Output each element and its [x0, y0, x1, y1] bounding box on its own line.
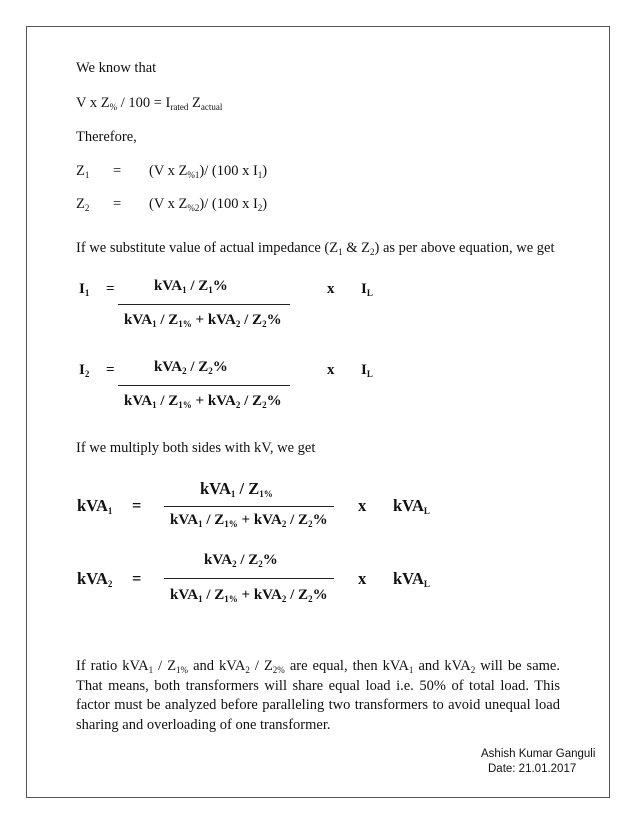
i2-fraction-bar: [118, 385, 290, 386]
z2-expression: (V x $Z_{\%2})/$ (100 x $I_2$): [149, 196, 268, 213]
therefore-text: Therefore,: [76, 129, 137, 145]
multiply-text: If we multiply both sides with kV, we get: [76, 440, 316, 456]
i1-equals: =: [106, 281, 115, 297]
i1-numerator: $kVA_1 / Z_1\%$: [154, 278, 228, 295]
i1-denominator: $kVA_1 / Z_{1\%} + kVA_2 / Z_2\%$: [124, 312, 282, 329]
kva2-equals: =: [132, 569, 142, 588]
i1-load-current: $I_L$: [361, 281, 373, 298]
i1-fraction-bar: [118, 304, 290, 305]
i1-lhs: $I_1$: [79, 281, 90, 298]
kva1-multiply-sign: x: [358, 496, 367, 515]
kva2-fraction-bar: [164, 578, 334, 579]
kva1-fraction-bar: [164, 506, 334, 507]
kva1-equals: =: [132, 496, 142, 515]
kva2-multiply-sign: x: [358, 569, 367, 588]
equation-main: V x $Z_{\%} / 100 = I_{rated}$ $Z_{actual}$: [76, 95, 223, 112]
author-date: Date: 21.01.2017: [488, 763, 577, 775]
z2-equals: =: [113, 196, 122, 212]
kva1-load: kVA$_L$: [393, 496, 430, 516]
i2-numerator: $kVA_2 / Z_2\%$: [154, 359, 228, 376]
i1-multiply-sign: x: [327, 281, 335, 297]
z1-equals: =: [113, 163, 122, 179]
i2-load-current: $I_L$: [361, 362, 373, 379]
kva2-load: kVA$_L$: [393, 569, 430, 589]
conclusion-paragraph: If ratio $kVA_1 / Z_{1\%}$ and $kVA_2 / Z_{2\%}$ are equal, then kVA$_1$ and kVA$_2$ will be same. That means, both transformers will share equal load i.e. 50% of total load. This factor must be analyzed before paralleling two transformers to avoid unequal load sharing and overloading of one transformer.: [76, 658, 560, 733]
i2-lhs: $I_2$: [79, 362, 90, 379]
kva1-lhs: kVA$_1$: [77, 496, 113, 516]
i2-multiply-sign: x: [327, 362, 335, 378]
z2-symbol: $Z_2$: [76, 196, 90, 213]
i2-equals: =: [106, 362, 115, 378]
kva2-numerator: $kVA_2 / Z_2\%$: [204, 552, 278, 569]
kva1-numerator: $kVA_1 / Z_{1\%}$: [200, 479, 273, 499]
author-name: Ashish Kumar Ganguli: [481, 748, 596, 760]
kva2-lhs: kVA$_2$: [77, 569, 113, 589]
intro-text: We know that: [76, 60, 157, 76]
z1-expression: (V x $Z_{\%1})/$ (100 x $I_1$): [149, 163, 268, 180]
kva1-denominator: $kVA_1 / Z_{1\%} + kVA_2 / Z_2\%$: [170, 512, 328, 529]
i2-denominator: $kVA_1 / Z_{1\%} + kVA_2 / Z_2\%$: [124, 393, 282, 410]
substitute-text: If we substitute value of actual impedance ($Z_1$ & $Z_2$) as per above equation, we get: [76, 240, 555, 257]
z1-symbol: $Z_1$: [76, 163, 90, 180]
kva2-denominator: $kVA_1 / Z_{1\%} + kVA_2 / Z_2\%$: [170, 587, 328, 604]
